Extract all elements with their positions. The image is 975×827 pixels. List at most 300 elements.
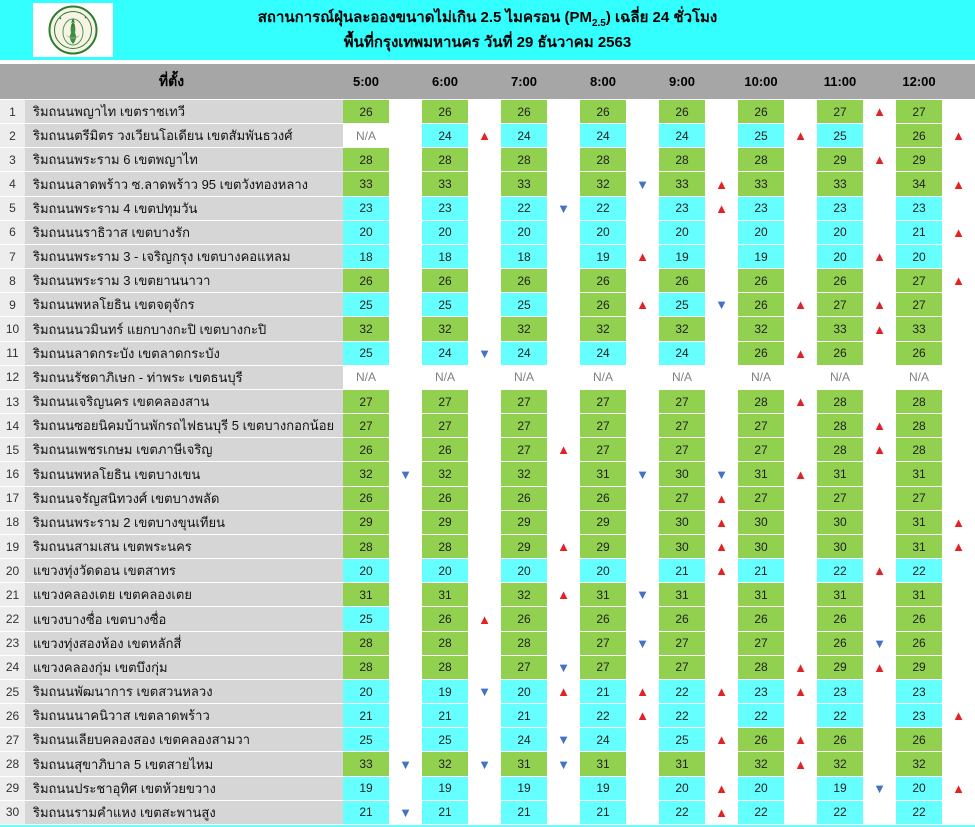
trend-none	[942, 414, 975, 438]
pm-value-cell: 30	[659, 462, 705, 486]
table-row	[0, 269, 975, 293]
trend-none	[942, 390, 975, 414]
pm-value-cell: 22	[659, 704, 705, 728]
pm-value-cell: N/A	[817, 366, 863, 390]
pm-value-cell: 18	[422, 245, 468, 269]
station-name: ริมถนนพระราม 6 เขตพญาไท	[25, 148, 343, 172]
pm-value-cell: 23	[817, 197, 863, 221]
trend-up-icon: ▲	[547, 680, 580, 704]
pm-value-cell: 33	[422, 172, 468, 196]
trend-none	[468, 511, 501, 535]
station-name: ริมถนนพหลโยธิน เขตจตุจักร	[25, 293, 343, 317]
pm-value-cell: 31	[501, 752, 547, 776]
pm-value-cell: 32	[659, 317, 705, 341]
trend-none	[547, 632, 580, 656]
station-name: ริมถนนพระราม 3 เขตยานนาวา	[25, 269, 343, 293]
station-name: ริมถนนพัฒนาการ เขตสวนหลวง	[25, 680, 343, 704]
time-column-8: 8:00	[589, 74, 617, 89]
trend-none	[784, 245, 817, 269]
pm-value-cell: 29	[343, 511, 389, 535]
trend-none	[468, 245, 501, 269]
trend-none	[468, 366, 501, 390]
trend-none	[626, 752, 659, 776]
trend-up-icon: ▲	[942, 124, 975, 148]
station-number: 23	[0, 632, 25, 656]
trend-down-icon: ▼	[547, 752, 580, 776]
pm-value-cell: 26	[580, 487, 626, 511]
pm-value-cell: 28	[896, 390, 942, 414]
pm-value-cell: 32	[422, 317, 468, 341]
pm-value-cell: 26	[422, 438, 468, 462]
pm-value-cell: 27	[580, 390, 626, 414]
station-number: 4	[0, 172, 25, 196]
trend-up-icon: ▲	[784, 390, 817, 414]
pm-value-cell: 23	[343, 197, 389, 221]
pm-value-cell: 32	[343, 462, 389, 486]
pm-value-cell: 33	[501, 172, 547, 196]
trend-none	[468, 172, 501, 196]
station-number: 11	[0, 342, 25, 366]
pm-value-cell: 18	[501, 245, 547, 269]
pm-value-cell: 26	[738, 293, 784, 317]
trend-none	[389, 414, 422, 438]
trend-none	[705, 124, 738, 148]
trend-up-icon: ▲	[863, 317, 896, 341]
trend-none	[389, 559, 422, 583]
pm-value-cell: 27	[738, 438, 784, 462]
pm-value-cell: 27	[659, 390, 705, 414]
pm-value-cell: 28	[501, 148, 547, 172]
pm-value-cell: 26	[659, 269, 705, 293]
pm-value-cell: 19	[343, 777, 389, 801]
station-number: 27	[0, 728, 25, 752]
pm-value-cell: 32	[501, 583, 547, 607]
station-name: ริมถนนเลียบคลองสอง เขตคลองสามวา	[25, 728, 343, 752]
pm-value-cell: 19	[501, 777, 547, 801]
pm-value-cell: 31	[580, 752, 626, 776]
station-name: ริมถนนลาดกระบัง เขตลาดกระบัง	[25, 342, 343, 366]
trend-down-icon: ▼	[705, 293, 738, 317]
pm-value-cell: 26	[817, 632, 863, 656]
trend-none	[389, 535, 422, 559]
pm-value-cell: 21	[343, 704, 389, 728]
trend-none	[389, 100, 422, 124]
trend-down-icon: ▼	[547, 656, 580, 680]
pm-value-cell: 29	[422, 511, 468, 535]
trend-down-icon: ▼	[626, 583, 659, 607]
pm-value-cell: 30	[817, 535, 863, 559]
pm-value-cell: 30	[817, 511, 863, 535]
pm-value-cell: 29	[501, 511, 547, 535]
pm-value-cell: 29	[817, 656, 863, 680]
pm-value-cell: 27	[580, 414, 626, 438]
pm-value-cell: 32	[422, 462, 468, 486]
pm-value-cell: 20	[422, 221, 468, 245]
trend-none	[863, 124, 896, 148]
pm-value-cell: 28	[422, 148, 468, 172]
logo-box	[33, 3, 113, 57]
pm-value-cell: 32	[738, 317, 784, 341]
pm-value-cell: 22	[659, 801, 705, 825]
trend-down-icon: ▼	[389, 752, 422, 776]
trend-down-icon: ▼	[626, 172, 659, 196]
trend-up-icon: ▲	[784, 752, 817, 776]
pm-value-cell: 20	[817, 245, 863, 269]
pm-value-cell: 26	[422, 607, 468, 631]
table-row	[0, 197, 975, 221]
trend-none	[863, 752, 896, 776]
trend-none	[468, 100, 501, 124]
trend-none	[705, 607, 738, 631]
pm-value-cell: 20	[580, 221, 626, 245]
pm-value-cell: 26	[580, 100, 626, 124]
trend-none	[784, 366, 817, 390]
trend-none	[389, 197, 422, 221]
station-number: 20	[0, 559, 25, 583]
pm-value-cell: 33	[659, 172, 705, 196]
table-row	[0, 221, 975, 245]
pm-value-cell: 28	[422, 656, 468, 680]
pm-value-cell: 21	[580, 680, 626, 704]
trend-none	[863, 462, 896, 486]
pm-value-cell: 29	[817, 148, 863, 172]
trend-up-icon: ▲	[626, 245, 659, 269]
pm-value-cell: 32	[422, 752, 468, 776]
pm-value-cell: 26	[580, 269, 626, 293]
trend-none	[389, 148, 422, 172]
trend-none	[784, 100, 817, 124]
trend-none	[626, 438, 659, 462]
pm-value-cell: 25	[343, 293, 389, 317]
trend-none	[942, 583, 975, 607]
trend-none	[863, 390, 896, 414]
trend-none	[784, 511, 817, 535]
pm-value-cell: 33	[738, 172, 784, 196]
trend-none	[784, 559, 817, 583]
trend-none	[547, 704, 580, 728]
trend-none	[547, 559, 580, 583]
pm-value-cell: 26	[738, 607, 784, 631]
pm-value-cell: 27	[817, 100, 863, 124]
trend-none	[626, 511, 659, 535]
pm-value-cell: 32	[580, 172, 626, 196]
trend-none	[389, 269, 422, 293]
pm-value-cell: 27	[422, 390, 468, 414]
time-column-7: 7:00	[510, 74, 538, 89]
trend-none	[468, 462, 501, 486]
trend-none	[468, 801, 501, 825]
trend-none	[705, 269, 738, 293]
pm-value-cell: 29	[896, 656, 942, 680]
pm-value-cell: 19	[422, 680, 468, 704]
trend-none	[547, 221, 580, 245]
pm-value-cell: 22	[580, 197, 626, 221]
trend-none	[468, 221, 501, 245]
pm-value-cell: 20	[580, 559, 626, 583]
pm-value-cell: 26	[738, 728, 784, 752]
table-row	[0, 632, 975, 656]
pm-value-cell: 32	[738, 752, 784, 776]
trend-none	[784, 583, 817, 607]
trend-none	[942, 245, 975, 269]
trend-none	[705, 317, 738, 341]
trend-none	[784, 197, 817, 221]
table-row	[0, 172, 975, 196]
trend-none	[942, 801, 975, 825]
trend-none	[626, 535, 659, 559]
pm-value-cell: 30	[738, 511, 784, 535]
pm-value-cell: 30	[659, 535, 705, 559]
pm-value-cell: 26	[817, 728, 863, 752]
pm-value-cell: 23	[896, 197, 942, 221]
trend-none	[626, 777, 659, 801]
pm-value-cell: 26	[738, 342, 784, 366]
trend-none	[705, 366, 738, 390]
station-number: 26	[0, 704, 25, 728]
trend-none	[468, 704, 501, 728]
trend-none	[547, 100, 580, 124]
station-number: 15	[0, 438, 25, 462]
trend-none	[468, 487, 501, 511]
trend-none	[863, 728, 896, 752]
trend-none	[547, 293, 580, 317]
trend-up-icon: ▲	[468, 607, 501, 631]
station-name: แขวงคลองเตย เขตคลองเตย	[25, 583, 343, 607]
pm-value-cell: N/A	[896, 366, 942, 390]
trend-none	[784, 487, 817, 511]
pm-value-cell: 26	[896, 342, 942, 366]
trend-none	[705, 632, 738, 656]
trend-up-icon: ▲	[784, 462, 817, 486]
trend-none	[942, 438, 975, 462]
station-name: ริมถนนตรีมิตร วงเวียนโอเดียน เขตสัมพันธวงศ์	[25, 124, 343, 148]
pm-value-cell: 19	[580, 245, 626, 269]
trend-none	[705, 342, 738, 366]
station-number: 9	[0, 293, 25, 317]
trend-none	[468, 148, 501, 172]
trend-none	[784, 438, 817, 462]
pm-value-cell: 31	[422, 583, 468, 607]
trend-none	[547, 124, 580, 148]
trend-up-icon: ▲	[942, 269, 975, 293]
trend-none	[863, 801, 896, 825]
trend-none	[626, 487, 659, 511]
trend-none	[705, 148, 738, 172]
pm-value-cell: 20	[501, 680, 547, 704]
report-subtitle: พื้นที่กรุงเทพมหานคร วันที่ 29 ธันวาคม 2563	[343, 33, 632, 51]
trend-none	[389, 438, 422, 462]
pm-value-cell: 26	[501, 487, 547, 511]
pm-value-cell: 20	[343, 680, 389, 704]
pm-value-cell: 24	[659, 124, 705, 148]
pm-value-cell: 31	[580, 583, 626, 607]
trend-none	[626, 559, 659, 583]
trend-none	[468, 728, 501, 752]
pm-value-cell: 31	[896, 535, 942, 559]
pm-value-cell: 27	[580, 632, 626, 656]
trend-none	[942, 197, 975, 221]
trend-none	[547, 148, 580, 172]
trend-up-icon: ▲	[784, 656, 817, 680]
trend-none	[705, 100, 738, 124]
pm-value-cell: 25	[343, 342, 389, 366]
pm-value-cell: 22	[580, 704, 626, 728]
trend-none	[626, 801, 659, 825]
trend-none	[626, 148, 659, 172]
trend-none	[626, 269, 659, 293]
trend-none	[547, 607, 580, 631]
station-name: ริมถนนนวมินทร์ แยกบางกะปิ เขตบางกะปิ	[25, 317, 343, 341]
pm-value-cell: 22	[896, 801, 942, 825]
pm-value-cell: 29	[580, 535, 626, 559]
trend-none	[626, 366, 659, 390]
pm-value-cell: N/A	[422, 366, 468, 390]
pm-value-cell: 32	[501, 462, 547, 486]
pm-value-cell: 23	[659, 197, 705, 221]
pm-value-cell: 25	[422, 728, 468, 752]
pm-value-cell: 25	[817, 124, 863, 148]
station-number: 22	[0, 607, 25, 631]
trend-up-icon: ▲	[784, 728, 817, 752]
table-row	[0, 293, 975, 317]
trend-none	[468, 390, 501, 414]
pm-value-cell: 27	[343, 414, 389, 438]
station-number: 12	[0, 366, 25, 390]
trend-none	[863, 172, 896, 196]
trend-none	[389, 583, 422, 607]
trend-none	[547, 777, 580, 801]
pm-value-cell: 21	[501, 801, 547, 825]
trend-none	[863, 535, 896, 559]
pm-value-cell: 20	[501, 221, 547, 245]
trend-none	[626, 100, 659, 124]
station-number: 18	[0, 511, 25, 535]
trend-none	[547, 342, 580, 366]
pm-value-cell: 27	[896, 293, 942, 317]
pm-value-cell: 21	[659, 559, 705, 583]
pm-value-cell: 21	[580, 801, 626, 825]
trend-none	[626, 342, 659, 366]
table-row	[0, 414, 975, 438]
pm-value-cell: 20	[896, 777, 942, 801]
trend-down-icon: ▼	[626, 462, 659, 486]
pm-value-cell: 27	[659, 656, 705, 680]
svg-text:●: ●	[83, 14, 88, 20]
table-row	[0, 390, 975, 414]
trend-none	[547, 487, 580, 511]
trend-down-icon: ▼	[863, 777, 896, 801]
trend-none	[784, 172, 817, 196]
trend-none	[784, 704, 817, 728]
trend-up-icon: ▲	[705, 511, 738, 535]
pm-value-cell: 33	[817, 317, 863, 341]
trend-none	[547, 245, 580, 269]
trend-none	[784, 148, 817, 172]
pm-value-cell: 24	[580, 342, 626, 366]
pm-value-cell: 33	[343, 752, 389, 776]
trend-up-icon: ▲	[942, 172, 975, 196]
station-name: ริมถนนจรัญสนิทวงศ์ เขตบางพลัด	[25, 487, 343, 511]
trend-none	[389, 777, 422, 801]
trend-up-icon: ▲	[705, 559, 738, 583]
time-column-6: 6:00	[431, 74, 459, 89]
pm-value-cell: 31	[580, 462, 626, 486]
trend-none	[389, 293, 422, 317]
station-name: ริมถนนนาคนิวาส เขตลาดพร้าว	[25, 704, 343, 728]
trend-none	[784, 221, 817, 245]
trend-none	[863, 221, 896, 245]
pm-value-cell: 31	[817, 462, 863, 486]
pm-value-cell: 31	[896, 462, 942, 486]
pm-value-cell: 27	[343, 390, 389, 414]
pm-value-cell: 20	[817, 221, 863, 245]
station-number: 14	[0, 414, 25, 438]
trend-none	[389, 680, 422, 704]
trend-up-icon: ▲	[863, 656, 896, 680]
trend-none	[705, 752, 738, 776]
trend-none	[942, 728, 975, 752]
station-name: ริมถนนลาดพร้าว ซ.ลาดพร้าว 95 เขตวังทองหลาง	[25, 172, 343, 196]
pm-value-cell: 33	[343, 172, 389, 196]
trend-none	[626, 124, 659, 148]
pm-value-cell: 20	[501, 559, 547, 583]
pm-value-cell: 24	[580, 728, 626, 752]
pm-value-cell: 27	[659, 438, 705, 462]
trend-none	[942, 680, 975, 704]
pm-value-cell: 28	[896, 414, 942, 438]
pm-value-cell: 32	[817, 752, 863, 776]
trend-none	[705, 221, 738, 245]
trend-none	[547, 511, 580, 535]
pm-value-cell: 27	[659, 632, 705, 656]
trend-up-icon: ▲	[468, 124, 501, 148]
trend-none	[942, 559, 975, 583]
pm-value-cell: 26	[501, 269, 547, 293]
pm-value-cell: 28	[343, 148, 389, 172]
location-column-header: ที่ตั้ง	[158, 72, 185, 89]
table-row	[0, 100, 975, 124]
trend-up-icon: ▲	[784, 680, 817, 704]
pm-value-cell: 32	[896, 752, 942, 776]
pm-value-cell: 22	[659, 680, 705, 704]
pm-value-cell: 26	[501, 607, 547, 631]
pm-value-cell: 29	[896, 148, 942, 172]
trend-up-icon: ▲	[942, 221, 975, 245]
trend-none	[626, 656, 659, 680]
trend-none	[784, 535, 817, 559]
table-row	[0, 438, 975, 462]
pm-value-cell: 27	[501, 656, 547, 680]
table-row	[0, 559, 975, 583]
trend-up-icon: ▲	[547, 535, 580, 559]
trend-none	[389, 221, 422, 245]
trend-none	[784, 317, 817, 341]
trend-up-icon: ▲	[705, 487, 738, 511]
trend-up-icon: ▲	[863, 438, 896, 462]
pm-value-cell: 26	[422, 269, 468, 293]
table-row	[0, 511, 975, 535]
table-row	[0, 607, 975, 631]
pm-value-cell: 21	[422, 801, 468, 825]
pm-value-cell: 26	[896, 728, 942, 752]
pm-value-cell: N/A	[343, 366, 389, 390]
pm-value-cell: 33	[817, 172, 863, 196]
pm-value-cell: 24	[422, 342, 468, 366]
table-row	[0, 487, 975, 511]
trend-none	[389, 317, 422, 341]
pm-value-cell: 28	[738, 148, 784, 172]
pm-value-cell: 26	[422, 100, 468, 124]
